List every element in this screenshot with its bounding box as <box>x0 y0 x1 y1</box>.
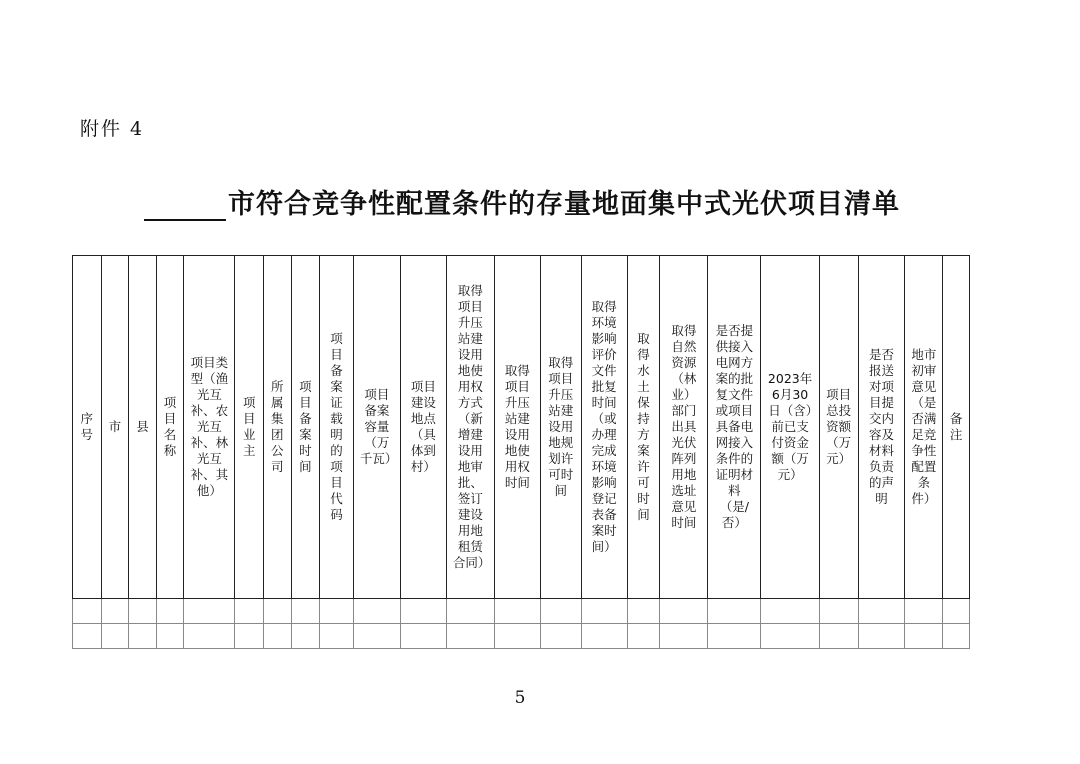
table-cell <box>291 599 320 624</box>
table-cell <box>400 599 446 624</box>
header-label: 是否提供接入电网方案的批复文件或项目具备电网接入条件的证明材料（是/否） <box>715 323 754 530</box>
header-cell <box>446 256 494 599</box>
header-label: 所属集团公司 <box>271 379 284 474</box>
header-label: 备注 <box>949 411 963 442</box>
table-cell <box>905 624 943 649</box>
table-cell <box>627 624 660 649</box>
table-cell <box>73 624 102 649</box>
header-label: 2023年6月30日（含）前已支付资金额（万元） <box>767 371 813 482</box>
header-cell <box>660 256 708 599</box>
table-cell <box>73 599 102 624</box>
page-number: 5 <box>514 688 526 708</box>
table-cell <box>184 624 235 649</box>
table-cell <box>156 624 184 649</box>
header-label: 取得项目升压站建设用地使用权时间 <box>504 363 530 490</box>
header-label: 项目类型（渔光互补、农光互补、林光互补、其他） <box>190 355 229 498</box>
table-cell <box>101 624 129 649</box>
header-label: 项目总投资额（万元） <box>826 387 852 466</box>
header-label: 取得环境影响评价文件批复时间（或办理完成环境影响登记表备案时间） <box>591 299 617 554</box>
table-cell <box>858 599 905 624</box>
table-cell <box>353 624 400 649</box>
table-cell <box>905 599 943 624</box>
table-cell <box>581 624 627 649</box>
header-label: 项目备案容量（万千瓦） <box>359 387 398 466</box>
header-cell <box>905 256 943 599</box>
table-cell <box>943 624 970 649</box>
header-label: 项目备案证载明的项目代码 <box>330 331 343 522</box>
table-cell <box>235 624 264 649</box>
table-cell <box>446 599 494 624</box>
header-label: 地市初审意见（是否满足竞争性配置条件） <box>911 347 937 506</box>
table-cell <box>291 624 320 649</box>
header-cell <box>761 256 819 599</box>
header-cell <box>819 256 858 599</box>
attachment-label: 附件 4 <box>80 118 145 140</box>
table-cell <box>264 624 292 649</box>
table-cell <box>761 599 819 624</box>
header-label: 取得项目升压站建设用地规划许可时间 <box>548 355 574 498</box>
table-cell <box>400 624 446 649</box>
table-cell <box>819 624 858 649</box>
table-cell <box>708 599 761 624</box>
table-cell <box>129 599 157 624</box>
table-cell <box>235 599 264 624</box>
table-cell <box>943 599 970 624</box>
header-cell <box>943 256 970 599</box>
table-cell <box>129 624 157 649</box>
header-label: 项目备案时间 <box>299 379 312 474</box>
header-cell <box>101 256 129 599</box>
header-label: 是否报送对项目提交内容及材料负责的声明 <box>868 347 894 506</box>
header-cell <box>129 256 157 599</box>
header-label: 县 <box>136 419 149 434</box>
table-cell <box>761 624 819 649</box>
header-cell <box>291 256 320 599</box>
header-label: 取得水土保持方案许可时间 <box>637 331 650 522</box>
table-header-row <box>73 256 970 599</box>
header-cell <box>235 256 264 599</box>
table-cell <box>156 599 184 624</box>
table-cell <box>627 599 660 624</box>
table-cell <box>353 599 400 624</box>
table-cell <box>819 599 858 624</box>
header-cell <box>73 256 102 599</box>
header-label: 取得项目升压站建设用地使用权方式（新增建设用地审批、签订建设用地租赁合同） <box>452 283 491 570</box>
header-cell <box>156 256 184 599</box>
document-title <box>144 182 900 221</box>
table-cell <box>264 599 292 624</box>
table-cell <box>446 624 494 649</box>
table-cell <box>581 599 627 624</box>
header-label: 取得自然资源（林业）部门出具光伏阵列用地选址意见时间 <box>671 323 697 530</box>
table-cell <box>540 624 581 649</box>
table-cell <box>184 599 235 624</box>
table-cell <box>320 624 354 649</box>
table-cell <box>320 599 354 624</box>
table-row <box>73 599 970 624</box>
table-cell <box>540 599 581 624</box>
header-cell <box>320 256 354 599</box>
table-cell <box>660 624 708 649</box>
header-cell <box>184 256 235 599</box>
table-cell <box>494 624 540 649</box>
header-cell <box>400 256 446 599</box>
header-cell <box>581 256 627 599</box>
header-cell <box>264 256 292 599</box>
table-cell <box>858 624 905 649</box>
header-cell <box>708 256 761 599</box>
table-cell <box>660 599 708 624</box>
header-cell <box>858 256 905 599</box>
header-label: 市 <box>108 419 122 434</box>
city-name-blank <box>144 193 226 221</box>
table-row <box>73 624 970 649</box>
header-cell <box>540 256 581 599</box>
header-cell <box>494 256 540 599</box>
table-cell <box>494 599 540 624</box>
header-label: 项目业主 <box>242 395 256 458</box>
header-cell <box>627 256 660 599</box>
header-cell <box>353 256 400 599</box>
table-cell <box>101 599 129 624</box>
header-label: 项目名称 <box>163 395 177 458</box>
header-label: 项目建设地点（具体到村） <box>410 379 436 474</box>
project-list-table <box>72 255 970 649</box>
header-label: 序号 <box>80 411 94 442</box>
table-cell <box>708 624 761 649</box>
title-text: 市符合竞争性配置条件的存量地面集中式光伏项目清单 <box>228 189 900 220</box>
